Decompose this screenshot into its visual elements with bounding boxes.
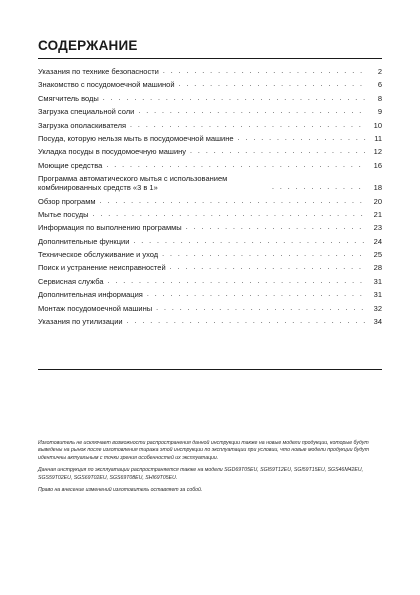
- toc-entry-page: 10: [373, 120, 382, 130]
- toc-leader-dots: [103, 94, 366, 103]
- note-paragraph: Данная инструкция по эксплуатации распространяется также на модели SGD69T05EU, SGI59T12EU, SGI59T15EU, SGS46M42EU, SGS59T02EU, SGS69T02EU, SGS69T08EU, SHI69T05EU.: [38, 467, 364, 481]
- toc-entry-label: Загрузка специальной соли: [38, 107, 135, 117]
- toc-entry-page: 24: [373, 236, 382, 246]
- toc-entry[interactable]: [38, 210, 382, 219]
- toc-leader-dots: [130, 121, 366, 130]
- toc-leader-dots: [127, 317, 366, 326]
- toc-entry[interactable]: [38, 147, 382, 156]
- toc-entry-label: Программа автоматического мытья с использованием комбинированных средств «3 в 1»: [38, 174, 228, 193]
- toc-leader-dots: [186, 223, 366, 232]
- toc-entry[interactable]: [38, 317, 382, 326]
- toc-entry-page: 16: [373, 160, 382, 170]
- toc-entry-label: Загрузка ополаскивателя: [38, 120, 127, 130]
- toc-leader-dots: [170, 263, 366, 272]
- toc-entry[interactable]: [38, 80, 382, 89]
- toc-entry[interactable]: [38, 223, 382, 232]
- toc-entry-page: 28: [373, 263, 382, 273]
- toc-entry-label: Указания по утилизации: [38, 317, 123, 327]
- toc-entry-label: Сервисная служба: [38, 276, 104, 286]
- toc-entry-label: Моющие средства: [38, 160, 103, 170]
- toc-entry-label: Мытье посуды: [38, 209, 89, 219]
- toc-entry[interactable]: [38, 134, 382, 143]
- toc-entry[interactable]: [38, 263, 382, 272]
- toc-entry[interactable]: [38, 237, 382, 246]
- toc-leader-dots: [106, 161, 366, 170]
- toc-entry-page: 25: [373, 250, 382, 260]
- toc-entry-label: Указания по технике безопасности: [38, 67, 159, 76]
- toc-entry-label: Посуда, которую нельзя мыть в посудомоечной машине: [38, 133, 234, 143]
- toc-leader-dots: [163, 67, 366, 76]
- toc-entry[interactable]: [38, 94, 382, 103]
- toc-entry-page: 9: [377, 107, 382, 117]
- toc-entry-label: Поиск и устранение неисправностей: [38, 263, 166, 273]
- toc-leader-dots: [100, 197, 366, 206]
- toc-entry-page: 32: [373, 303, 382, 313]
- toc-entry-label: Дополнительные функции: [38, 236, 130, 246]
- toc-entry-label: Техническое обслуживание и уход: [38, 250, 159, 260]
- toc-leader-dots: [162, 250, 366, 259]
- toc-entry[interactable]: [38, 121, 382, 130]
- toc-leader-dots: [238, 134, 366, 143]
- toc-leader-dots: [93, 210, 367, 219]
- toc-leader-dots: [147, 290, 366, 299]
- toc-entry-label: Укладка посуды в посудомоечную машину: [38, 147, 187, 157]
- toc-leader-dots: [108, 277, 367, 286]
- toc-entry-label: Смягчитель воды: [38, 93, 99, 103]
- toc-entry-page: 31: [373, 276, 382, 286]
- toc-leader-dots: [179, 80, 366, 89]
- toc-entry-label: Обзор программ: [38, 196, 96, 206]
- toc-entry[interactable]: [38, 197, 382, 206]
- toc-entry-label: Монтаж посудомоечной машины: [38, 303, 153, 313]
- toc-entry[interactable]: [38, 290, 382, 299]
- toc-entry[interactable]: [38, 174, 382, 192]
- toc-entry-page: 2: [377, 67, 382, 76]
- toc-entry[interactable]: [38, 107, 382, 116]
- toc-entry-page: 18: [373, 183, 382, 193]
- toc-entry-page: 11: [374, 133, 382, 143]
- toc-entry[interactable]: [38, 67, 382, 76]
- toc-entry[interactable]: [38, 277, 382, 286]
- page-title: СОДЕРЖАНИЕ: [38, 38, 138, 53]
- toc-entry-page: 31: [373, 290, 382, 300]
- toc-entry-label: Дополнительная информация: [38, 290, 143, 300]
- toc-leader-dots: [156, 304, 366, 313]
- toc-bottom-rule: [38, 369, 382, 370]
- toc-entry-label: Информация по выполнению программы: [38, 223, 182, 233]
- toc-leader-dots: [272, 183, 366, 192]
- toc-entry-page: 21: [373, 209, 382, 219]
- table-of-contents: [38, 67, 382, 330]
- title-rule: [38, 58, 382, 59]
- toc-entry-page: 23: [373, 223, 382, 233]
- toc-entry[interactable]: [38, 250, 382, 259]
- toc-leader-dots: [190, 147, 366, 156]
- note-paragraph: Изготовитель не исключает возможности распространения данной инструкции также на новые модели продукции, которые будут выведены на рынок после изготовления тиража этой инструкции по эксплуатации при условии, что новые модели продукции будут идентичны актуальным с точки зрения особенностей их эксплуатации.: [38, 440, 370, 461]
- toc-leader-dots: [133, 237, 366, 246]
- toc-entry[interactable]: [38, 304, 382, 313]
- note-paragraph: Право на внесение изменений изготовитель оставляет за собой.: [38, 487, 203, 494]
- toc-entry-page: 8: [377, 93, 382, 103]
- toc-entry-page: 20: [373, 196, 382, 206]
- toc-entry-label: Знакомство с посудомоечной машиной: [38, 80, 175, 90]
- footnotes: [38, 440, 382, 499]
- toc-entry-page: 34: [373, 317, 382, 327]
- toc-entry-page: 6: [377, 80, 382, 90]
- toc-leader-dots: [138, 107, 366, 116]
- toc-entry-page: 12: [373, 147, 382, 157]
- toc-entry[interactable]: [38, 161, 382, 170]
